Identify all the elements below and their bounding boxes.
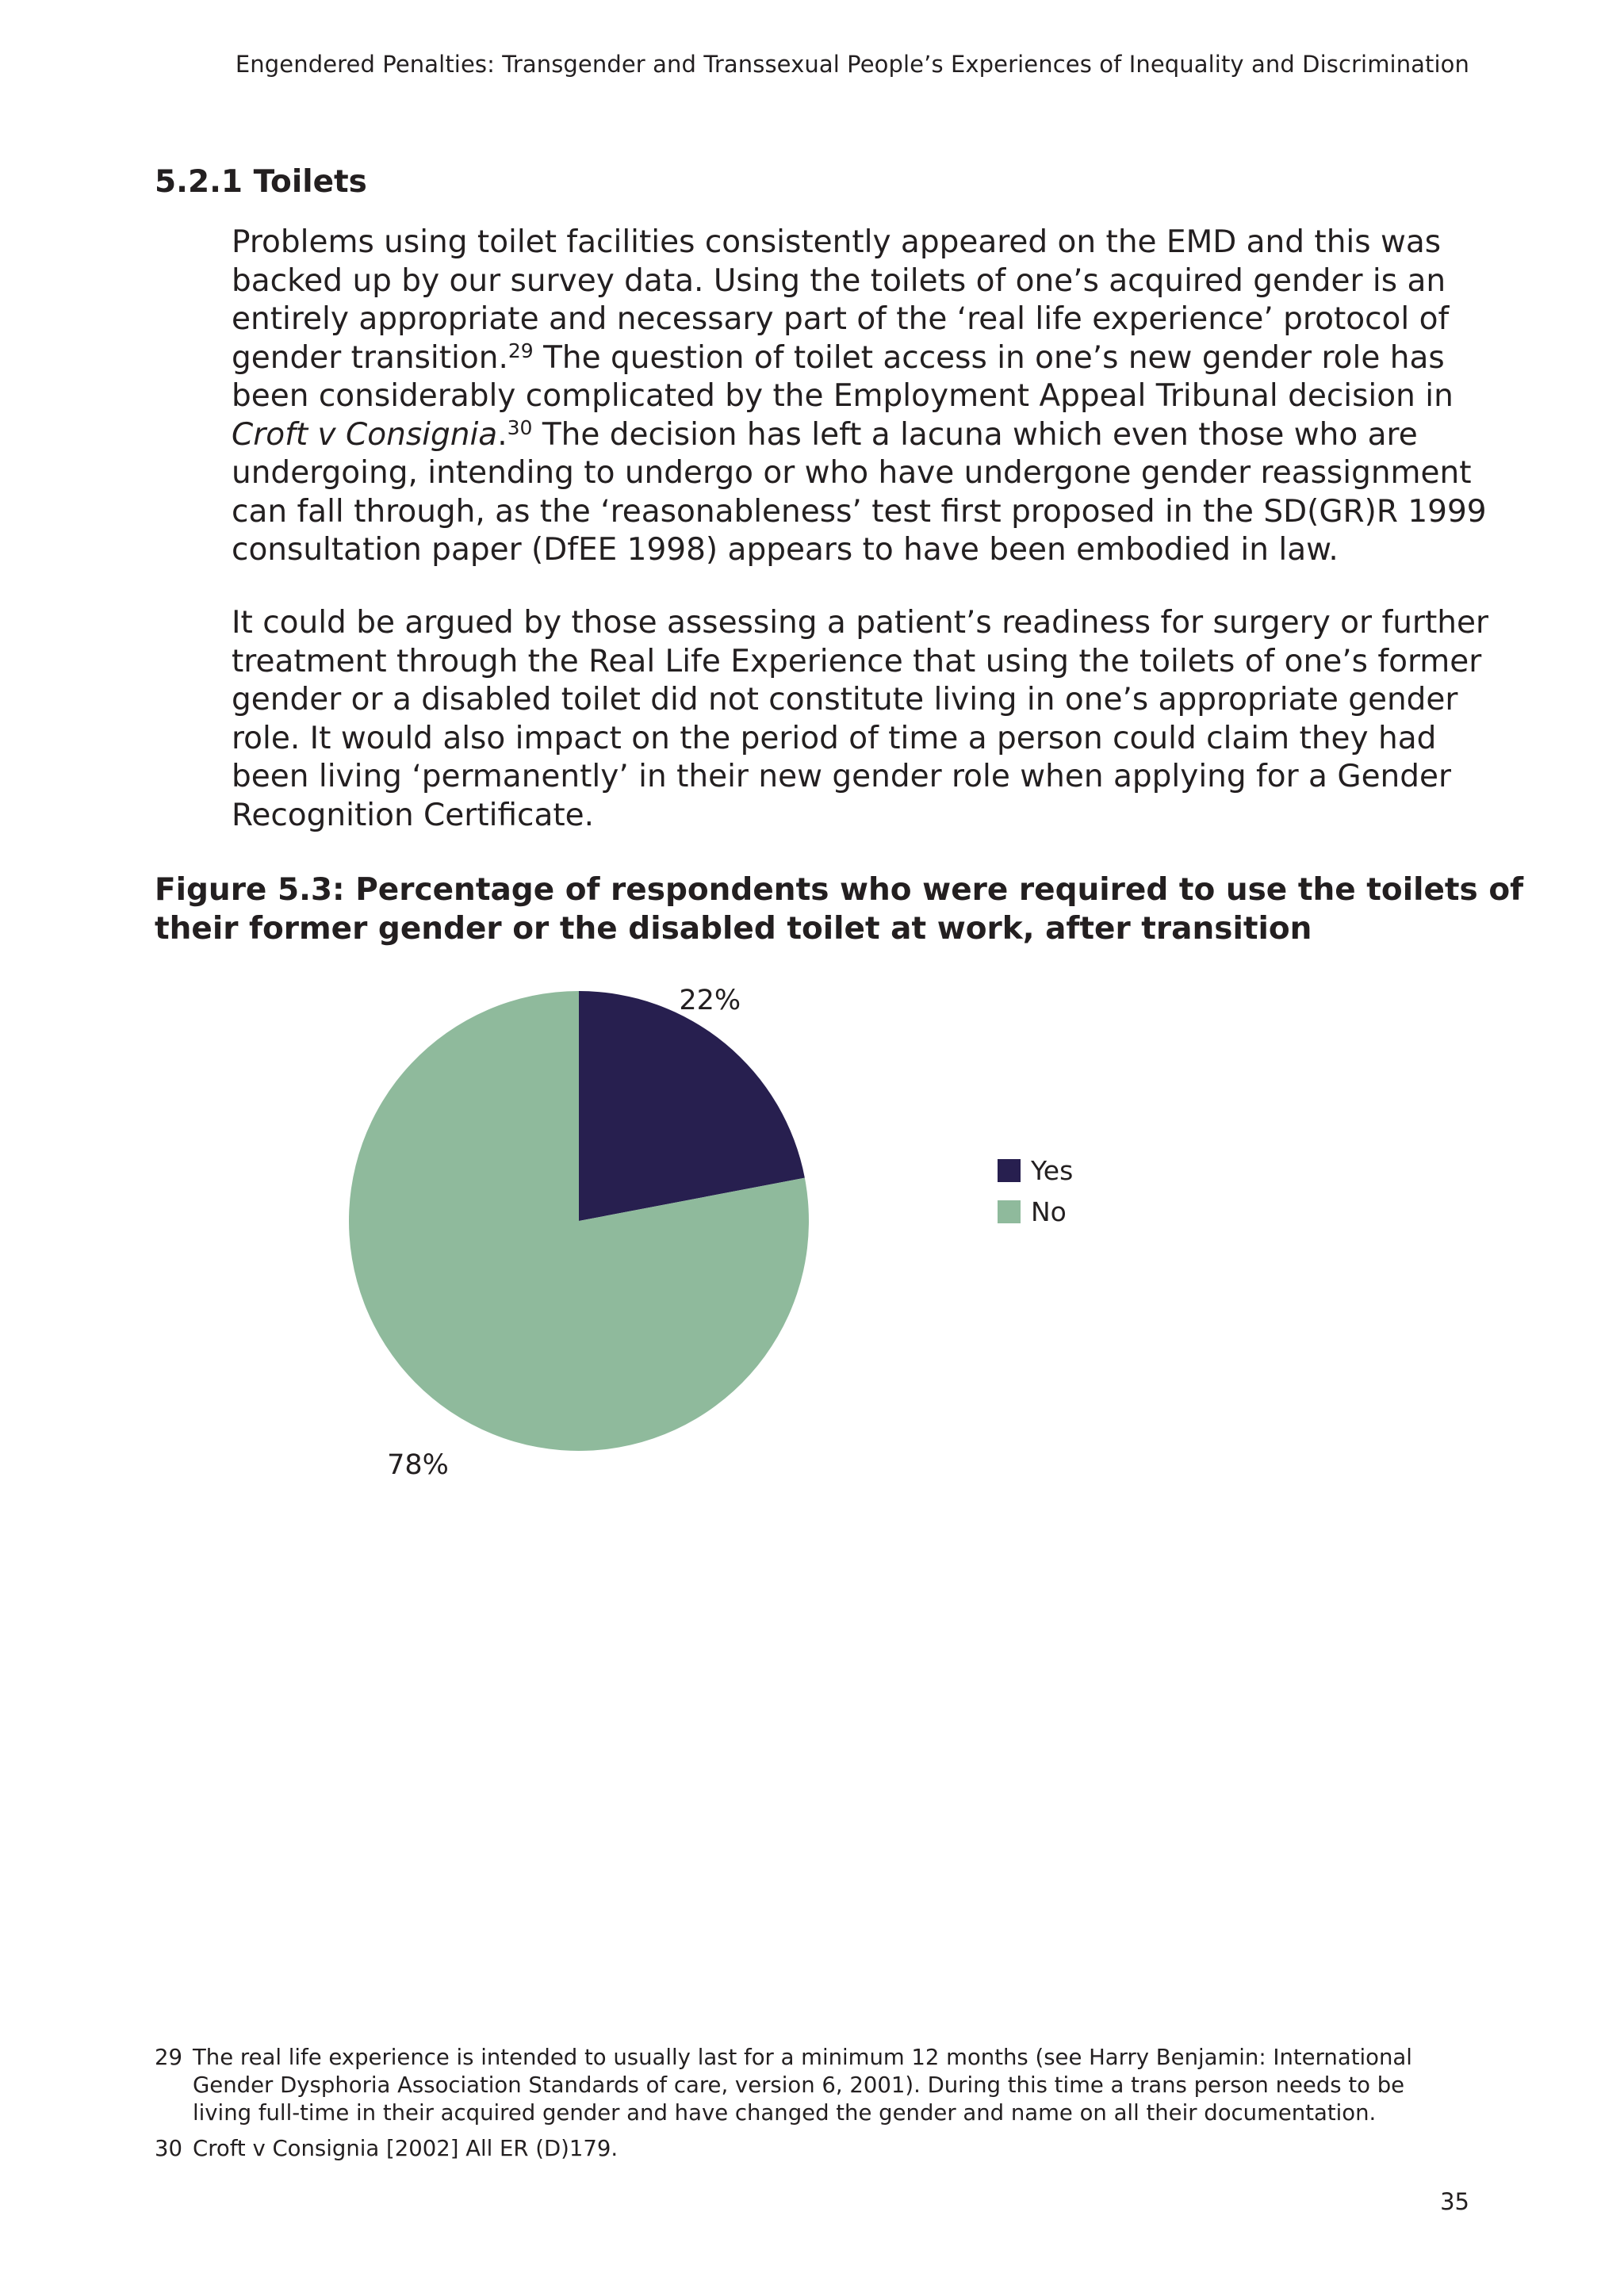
text-line	[232, 339, 1445, 378]
text-line: treatment through the Real Life Experience that using the toilets of one’s former	[232, 643, 1482, 679]
text-line: can fall through, as the ‘reasonableness’ test first proposed in the SD(GR)R 1999	[232, 493, 1487, 530]
footnote-line: The real life experience is intended to usually last for a minimum 12 months (see Harry Benjamin: International	[193, 2045, 1412, 2070]
page-number: 35	[1440, 2188, 1469, 2215]
text-line: Recognition Certificate.	[232, 797, 595, 833]
text-fragment: The question of toilet access in one’s new gender role has	[533, 339, 1445, 376]
data-label-no: 78%	[387, 1449, 449, 1481]
text-line: entirely appropriate and necessary part of the ‘real life experience’ protocol of	[232, 301, 1450, 337]
text-fragment: .	[497, 416, 508, 453]
section-heading: 5.2.1 Toilets	[155, 164, 367, 200]
text-line: It could be argued by those assessing a patient’s readiness for surgery or further	[232, 605, 1488, 641]
data-label-yes: 22%	[679, 985, 741, 1017]
caption-line: Figure 5.3: Percentage of respondents who were required to use the toilets of	[155, 872, 1524, 908]
footnotes	[155, 2044, 1412, 2163]
case-name: Croft v Consignia	[232, 416, 498, 453]
text-line: been considerably complicated by the Employment Appeal Tribunal decision in	[232, 378, 1454, 414]
footnote-number: 30	[155, 2136, 182, 2161]
text-line	[232, 415, 1418, 455]
paragraph-real-life-experience	[232, 604, 1488, 835]
footnote-number: 29	[155, 2045, 182, 2070]
legend-label-yes: Yes	[1031, 1155, 1074, 1186]
footnote-line: Croft v Consignia [2002] All ER (D)179.	[193, 2136, 619, 2161]
text-fragment: The decision has left a lacuna which even those who are	[532, 416, 1418, 453]
text-line: gender or a disabled toilet did not constitute living in one’s appropriate gender	[232, 682, 1458, 718]
legend	[998, 1155, 1073, 1227]
legend-swatch-no	[998, 1200, 1021, 1223]
pie-slices	[349, 991, 809, 1451]
running-header: Engendered Penalties: Transgender and Transsexual People’s Experiences of Inequality and Discrimination	[235, 51, 1469, 78]
footnote-ref-30[interactable]: 30	[507, 415, 533, 439]
text-line: role. It would also impact on the period of time a person could claim they had	[232, 720, 1437, 756]
text-line: Problems using toilet facilities consistently appeared on the EMD and this was	[232, 224, 1442, 260]
footnote-30	[155, 2135, 1392, 2163]
footnote-line: living full-time in their acquired gender and have changed the gender and name on all their documentation.	[193, 2100, 1377, 2126]
paragraph-toilet-facilities	[232, 224, 1487, 570]
text-line: been living ‘permanently’ in their new gender role when applying for a Gender	[232, 759, 1452, 794]
text-line: consultation paper (DfEE 1998) appears to have been embodied in law.	[232, 532, 1339, 568]
text-line: backed up by our survey data. Using the toilets of one’s acquired gender is an	[232, 262, 1446, 299]
footnote-29	[155, 2044, 1412, 2127]
footnote-line: Gender Dysphoria Association Standards of care, version 6, 2001). During this time a trans person needs to be	[193, 2072, 1405, 2098]
text-fragment: gender transition.	[232, 339, 508, 376]
figure-caption	[155, 871, 1524, 948]
pie-chart	[0, 951, 1624, 1522]
pie-chart-svg	[0, 951, 1624, 1522]
legend-swatch-yes	[998, 1159, 1021, 1182]
legend-label-no: No	[1031, 1196, 1067, 1227]
text-line: undergoing, intending to undergo or who have undergone gender reassignment	[232, 455, 1472, 491]
footnote-ref-29[interactable]: 29	[508, 339, 534, 362]
caption-line: their former gender or the disabled toilet at work, after transition	[155, 911, 1312, 947]
